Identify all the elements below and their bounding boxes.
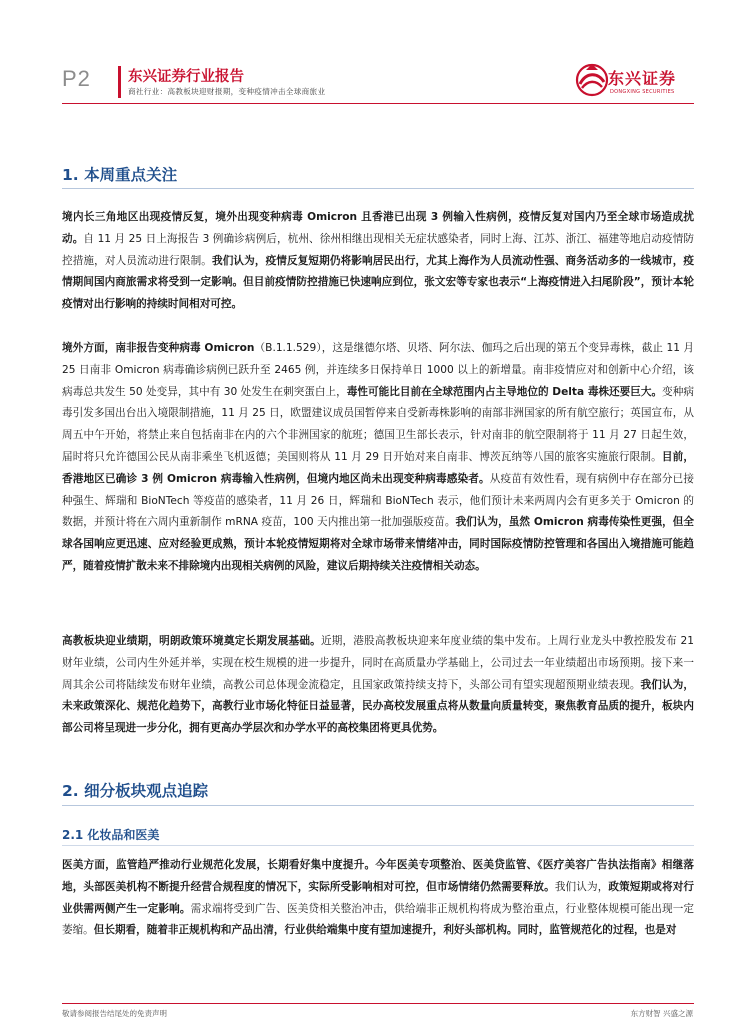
footer-disclaimer: 敬请参阅报告结尾处的免责声明 (62, 1009, 167, 1018)
section-2-1-title: 2.1 化妆品和医美 (62, 828, 160, 842)
report-title: 东兴证券行业报告 (128, 69, 244, 85)
logo-english-text: DONGXING SECURITIES (610, 89, 675, 95)
footer-slogan: 东方财智 兴盛之源 (630, 1009, 693, 1018)
page-header (0, 0, 755, 100)
paragraph-omicron-overseas: 境外方面，南非报告变种病毒 Omicron（B.1.1.529），这是继德尔塔、贝塔、阿尔法、伽玛之后出现的第五个变异毒株，截止 11 月 25 日南非 Omicron 病毒确诊病例已跃升至 2465 例，并连续多日保持单日 1000 以上的新增量。南非疫情应对和创新中心介绍，该病毒总共发生 50 处变异，其中有 30 处发生在刺突蛋白上，毒性可能比目前在全球范围内占主导地位的 Delta 毒株还要巨大。变种病毒引发多国出台出入境限制措施，11 月 25 日，欧盟建议成员国暂停来自受新毒株影响的南部非洲国家的所有航空旅行；英国宣布，从周五中午开始，将禁止来自包括南非在内的六个非洲国家的航班；德国卫生部长表示，针对南非的航空限制将于 11 月 27 日起生效，届时将只允许德国公民从南非乘坐飞机返德；美国则将从 11 月 29 日开始对来自南非、博茨瓦纳等八国的旅客实施旅行限制。目前，香港地区已确诊 3 例 Omicron 病毒输入性病例，但境内地区尚未出现变种病毒感染者。从疫苗有效性看，现有病例中存在部分已接种强生、辉瑞和 BioNTech 等疫苗的感染者，11 月 26 日，辉瑞和 BioNTech 表示，他们预计未来两周内会有更多关于 Omicron 的数据，并预计将在六周内重新制作 mRNA 疫苗，100 天内推出第一批加强版疫苗。我们认为，虽然 Omicron 病毒传染性更强，但全球各国响应更迅速、应对经验更成熟，预计本轮疫情短期将对全球市场带来情绪冲击，同时国际疫情防控管理和各国出入境措施可能趋严，随着疫情扩散未来不排除境内出现相关病例的风险，建议后期持续关注疫情相关动态。 (62, 342, 695, 572)
header-divider-bar (118, 66, 121, 98)
report-subtitle: 商社行业：高教板块迎财报期，变种疫情冲击全球商旅业 (128, 87, 326, 96)
paragraph-medical-aesthetics: 医美方面，监管趋严推动行业规范化发展，长期看好集中度提升。今年医美专项整治、医美贷监管、《医疗美容广告执法指南》相继落地，头部医美机构不断提升经营合规程度的情况下，实际所受影响相对可控，但市场情绪仍然需要释放。我们认为，政策短期或将对行业供需两侧产生一定影响。需求端将受到广告、医美贷相关整治冲击，供给端非正规机构将成为整治重点，行业整体规模可能出现一定萎缩。但长期看，随着非正规机构和产品出清，行业供给端集中度有望加速提升，利好头部机构。同时，监管规范化的过程，也是对 (62, 859, 695, 937)
paragraph-omicron-domestic: 境内长三角地区出现疫情反复，境外出现变种病毒 Omicron 且香港已出现 3 例输入性病例，疫情反复对国内乃至全球市场造成扰动。自 11 月 25 日上海报告 3 例确诊病例后，杭州、徐州相继出现相关无症状感染者，同时上海、江苏、浙江、福建等地启动疫情防控措施，对人员流动进行限制。我们认为，疫情反复短期仍将影响居民出行，尤其上海作为人员流动性强、商务活动多的一线城市，疫情期间国内商旅需求将受到一定影响。但目前疫情防控措施已快速响应到位，张文宏等专家也表示“上海疫情进入扫尾阶段”，预计本轮疫情对出行影响的持续时间相对可控。 (62, 211, 695, 311)
page-number: P2 (62, 66, 91, 91)
header-rule (62, 103, 694, 104)
footer-rule (62, 1003, 694, 1004)
section-2-1-rule (62, 845, 694, 846)
section-1-title: 1. 本周重点关注 (62, 166, 178, 184)
section-1-rule (62, 188, 694, 189)
logo-text: 东兴证券 (608, 69, 677, 88)
section-2-title: 2. 细分板块观点追踪 (62, 782, 209, 800)
paragraph-higher-education: 高教板块迎业绩期，明朗政策环境奠定长期发展基础。近期，港股高教板块迎来年度业绩的集中发布。上周行业龙头中教控股发布 21 财年业绩，公司内生外延并举，实现在校生规模的进一步提升，同时在高质量办学基础上，公司过去一年业绩超出市场预期。接下来一周其余公司将陆续发布财年业绩，高教公司总体现金流稳定，且国家政策持续支持下，头部公司有望实现超预期业绩表现。我们认为，未来政策深化、规范化趋势下，高教行业市场化特征日益显著，民办高校发展重点将从数量向质量转变，聚焦教育品质的提升，板块内部公司将呈现进一步分化，拥有更高办学层次和办学水平的高校集团将更具优势。 (62, 635, 694, 735)
section-2-rule (62, 805, 694, 806)
